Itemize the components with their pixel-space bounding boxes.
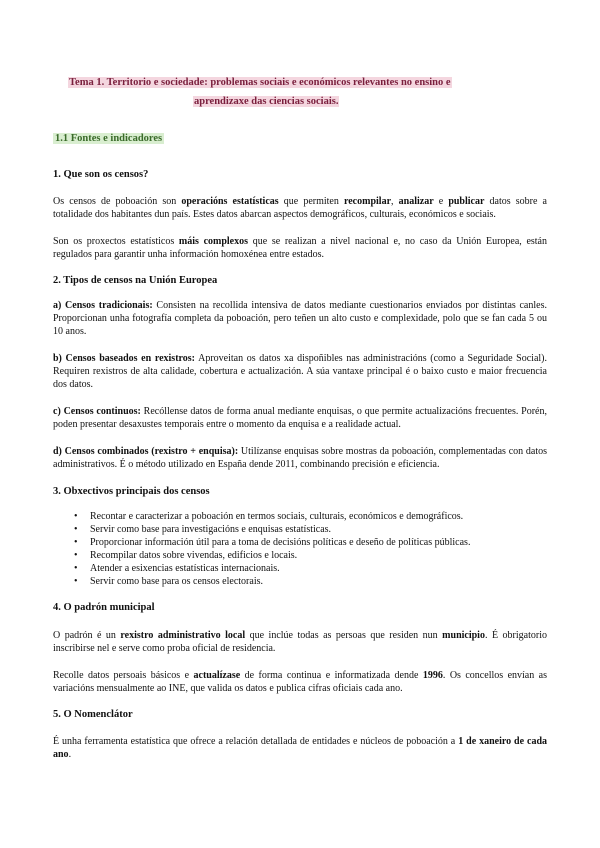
obxectivos-list	[53, 510, 470, 588]
bullet-icon: •	[74, 550, 78, 561]
paragraph-censos-continuos: c) Censos continuos: Recóllense datos de forma anual mediante enquisas, o que permite actualizacións frecuentes. Porén, poden presentar desaxustes temporais entre o momento da enquisa e a realidade actual.	[53, 406, 547, 430]
paragraph-nomenclator: É unha ferramenta estatística que ofrece a relación detallada de entidades e núcleos de poboación a 1 de xaneiro de cada ano.	[53, 736, 548, 760]
paragraph-censos-2: Son os proxectos estatísticos máis complexos que se realizan a nivel nacional e, no caso da Unión Europea, están regulados para garantir unha información homoxénea entre estados.	[53, 236, 547, 260]
heading-nomenclator: 5. O Nomenclátor	[53, 709, 133, 720]
list-item: • Atender a esixencias estatísticas internacionais.	[74, 563, 280, 574]
list-item: • Recontar e caracterizar a poboación en termos sociais, culturais, económicos e demográficos.	[74, 511, 464, 522]
heading-padron: 4. O padrón municipal	[53, 602, 155, 613]
section-heading: 1.1 Fontes e indicadores	[55, 133, 163, 144]
document-title-line-1: Tema 1. Territorio e sociedade: problemas sociais e económicos relevantes no ensino e	[69, 77, 451, 88]
paragraph-censos-combinados: d) Censos combinados (rexistro + enquisa): Utilízanse enquisas sobre mostras da poboación, complementadas con datos administrativos. É o método utilizado en España dende 2011, combinando precisión e eficiencia.	[53, 446, 547, 470]
paragraph-censos-tradicionais: a) Censos tradicionais: Consisten na recollida intensiva de datos mediante cuestionarios enviados por distintas canles. Proporcionan unha fotografía completa da poboación, pero teñen un alto custo e complexidade, polo que se fan cada 5 ou 10 anos.	[53, 300, 547, 337]
bullet-icon: •	[74, 576, 78, 587]
heading-obxectivos: 3. Obxectivos principais dos censos	[53, 486, 210, 497]
paragraph-censos-rexistros: b) Censos baseados en rexistros: Aproveitan os datos xa dispoñibles nas administracións (como a Seguridade Social). Requiren rexistros de alta calidade, cobertura e actualización. A súa vantaxe principal é o baixo custo e maior frecuencia dos datos.	[53, 353, 548, 390]
list-item: • Servir como base para investigacións e enquisas estatísticas.	[74, 524, 332, 535]
bullet-icon: •	[74, 524, 78, 535]
bullet-icon: •	[74, 563, 78, 574]
list-item: • Servir como base para os censos electorais.	[74, 576, 263, 587]
document-title-line-2: aprendizaxe das ciencias sociais.	[194, 96, 339, 107]
heading-tipos-censos: 2. Tipos de censos na Unión Europea	[53, 275, 218, 286]
bullet-icon: •	[74, 537, 78, 548]
paragraph-padron-2: Recolle datos persoais básicos e actualízase de forma continua e informatizada dende 1996. Os concellos envían as variacións mensualmente ao INE, que valida os datos e publica cifras oficiais cada ano.	[53, 670, 548, 694]
list-item: • Proporcionar información útil para a toma de decisións políticas e deseño de políticas públicas.	[74, 537, 471, 548]
heading-censos: 1. Que son os censos?	[53, 169, 149, 180]
list-item: • Recompilar datos sobre vivendas, edificios e locais.	[74, 550, 298, 561]
paragraph-padron-1: O padrón é un rexistro administrativo local que inclúe todas as persoas que residen nun municipio. É obrigatorio inscribirse nel e serve como proba oficial de residencia.	[53, 630, 547, 654]
bullet-icon: •	[74, 511, 78, 522]
paragraph-censos-1: Os censos de poboación son operacións estatísticas que permiten recompilar, analizar e publicar datos sobre a totalidade dos habitantes dun país. Estes datos abarcan aspectos demográficos, culturais, económicos e sociais.	[53, 196, 547, 220]
